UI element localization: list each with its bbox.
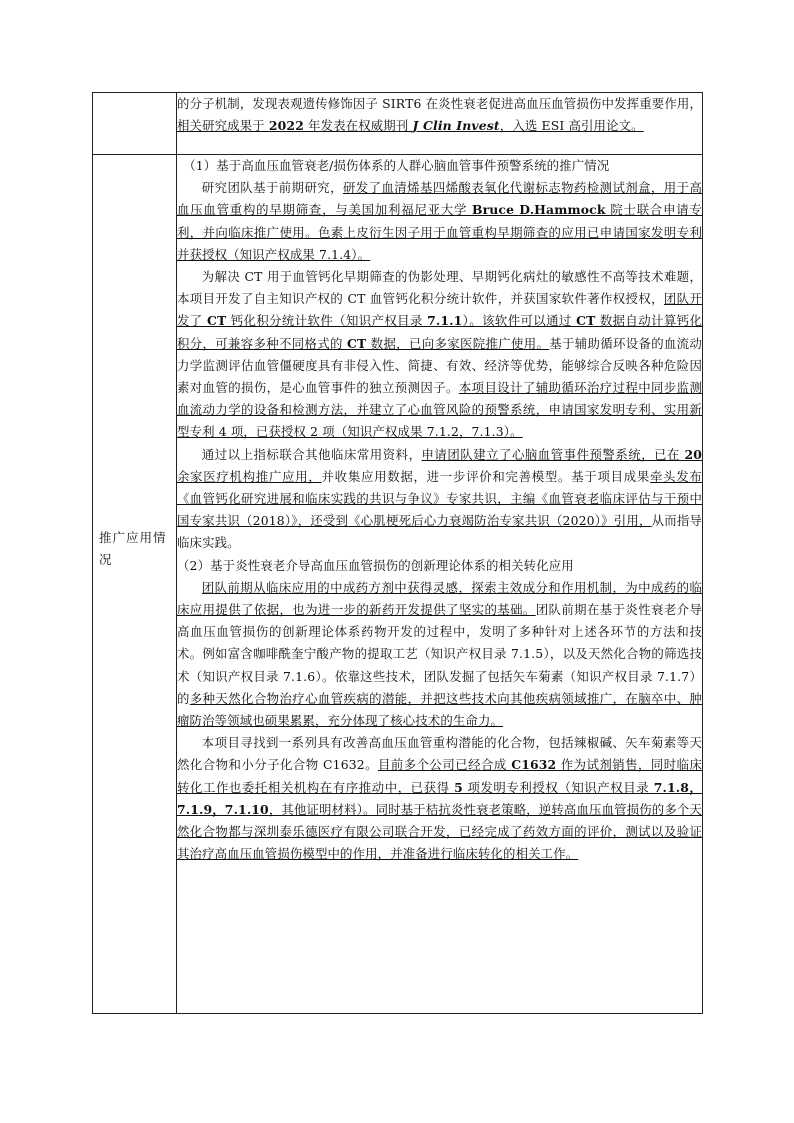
bold-text: 7.1.8，7.1.9，7.1.10 (177, 779, 702, 817)
paragraph-2 (177, 266, 702, 444)
bold-text: CT (576, 313, 596, 329)
content-cell (177, 155, 703, 1014)
text: 相关研究成果于 (177, 118, 269, 134)
bold-text: 7.1.1 (427, 313, 463, 329)
text: 本项目寻找到一系列具有改善高血压血管重构潜能的化合物，包括辣椒碱、矢车菊素等天然化合物和小分子化合物 C1632。 (177, 735, 702, 773)
text: 申请团队建立了心脑血管事件预警系统，已在 (421, 446, 685, 462)
text: 色素上皮衍生因子用于血管重构早期筛查的应用已申请国家发明专利并获授权（知识产权成果 7.1.4）。 (177, 224, 703, 262)
text: 钙化积分统计软件（知识产权目录 (226, 313, 428, 329)
text: 院士联合申请专利，并向临床推广使用。 (177, 202, 703, 240)
paragraph-5 (177, 732, 702, 865)
bold-text: 2022 (268, 118, 304, 134)
paragraph-sirt6 (177, 93, 702, 137)
underlined-text: 团队前期从临床应用的中成药方剂中获得灵感，探索主效成分和作用机制，为中成药的临床应用提供了依据，也为进一步的新药开发提供了坚实的基础。 (177, 579, 702, 618)
table-row (93, 93, 703, 155)
text: ，其他证明材料）。 (268, 801, 376, 817)
text: 目前多个公司已经合成 (378, 757, 512, 773)
text: 基于辅助循环设备的血流动力学监测评估血管僵硬度具有非侵入性、简捷、有效、经济等优势，能够综合反映各种危险因素对血管的损伤，是心血管事件的独立预测因子。 (177, 335, 702, 396)
bold-text: C1632 (511, 757, 557, 773)
text: 研发了血清烯基四烯酸表氧化代谢标志物药检测试剂盒，用于高血压血管重构的早期筛查，与美国加利福尼亚大学 (177, 180, 702, 218)
empty-label-cell (93, 93, 177, 155)
text: 的分子机制，发现表观遗传修饰因子 SIRT6 在炎性衰老促进高血压血管损伤中发挥重要作用， (177, 96, 702, 111)
text: 并收集应用数据，进一步评价和完善模型。基于项目成果 (321, 468, 651, 484)
bold-text: 5 (454, 779, 463, 795)
bold-text: CT (347, 335, 367, 351)
text: 研究团队基于前期研究， (201, 180, 343, 196)
text: 团队前期在基于炎性衰老介导高血压血管损伤的创新理论体系药物开发的过程中，发明了多种针对上述各环节的方法和技术。例如富含咖啡酰奎宁酸产物的提取工艺（知识产权目录 7.1.5），以及天然化合物的筛选技术（知识产权目录 7.1.6）。依靠这些技术，团队发掘了包括矢车菊素（知识产权目录 7.1.7）的 (177, 602, 702, 706)
underlined-text: 多种天然化合物治疗心血管疾病的潜能，并把这些技术向其他疾病领域推广，在脑卒中、肿瘤防治等领域也硕果累累，充分体现了核心技术的生命力。 (177, 690, 702, 729)
journal-name: J Clin Invest (412, 118, 500, 134)
section-heading-2: （2）基于炎性衰老介导高血压血管损伤的创新理论体系的相关转化应用 (177, 557, 574, 573)
paragraph-3 (177, 444, 702, 555)
text: ）。该软件可以通过 (462, 313, 577, 329)
table-row (93, 155, 703, 1014)
text: 作为试剂销售，同时临床转化工作也委托相关机构在有序推动中，已获得 (177, 757, 702, 795)
text: ，入选 ESI 高引用论文。 (499, 118, 644, 134)
content-cell (177, 93, 703, 155)
text: 通过以上指标联合其他临床常用资料， (201, 446, 422, 462)
text: 数据，已向多家医院推广使用。 (366, 335, 550, 351)
paragraph-4 (177, 577, 702, 732)
report-table (92, 92, 703, 1014)
bold-text: Bruce D.Hammock (471, 202, 606, 218)
underlined-text: 同时基于桔抗炎性衰老策略，逆转高血压血管损伤的多个天然化合物都与深圳泰乐德医疗有限公司联合开发，已经完成了药效方面的评价，测试以及验证其治疗高血压血管损伤模型中的作用，并准备进行临床转化的相关工作。 (177, 801, 702, 862)
text: 年发表在权威期刊 (303, 118, 413, 134)
row-label: 推广应用情况 (99, 530, 167, 567)
underlined-text (177, 118, 644, 133)
paragraph-1 (177, 177, 702, 266)
bold-text: 20 (684, 446, 702, 462)
text: 为解决 CT 用于血管钙化早期筛查的伪影处理、早期钙化病灶的敏感性不高等技术难题，本项目开发了自主知识产权的 CT 血管钙化积分统计软件，并获国家软件著作权授权， (177, 269, 702, 307)
label-cell (93, 155, 177, 1014)
text: 项发明专利授权（知识产权目录 (462, 779, 654, 795)
text: 从而指导临床实践。 (177, 513, 703, 551)
underlined-text: 牵头发布《血管钙化研究进展和临床实践的共识与争议》专家共识，主编《血管衰老临床评估与干预中国专家共识（2018）》，还受到《心肌梗死后心力衰竭防治专家共识（2020）》引用， (177, 468, 703, 529)
section-heading-1: （1）基于高血压血管衰老/损伤体系的人群心脑血管事件预警系统的推广情况 (183, 158, 610, 173)
text: 余家医疗机构推广应用， (177, 468, 322, 484)
text: 团队开发了 (177, 291, 702, 329)
underlined-text: 本项目设计了辅助循环治疗过程中同步监测血流动力学的设备和检测方法，并建立了心血管风险的预警系统，申请国家发明专利、实用新型专利 4 项，已获授权 2 项（知识产权成果 7.1.2，7.1.3）。 (177, 380, 702, 440)
text: 数据自动计算钙化积分，可兼容多种不同格式的 (177, 313, 702, 351)
bold-text: CT (206, 313, 227, 329)
